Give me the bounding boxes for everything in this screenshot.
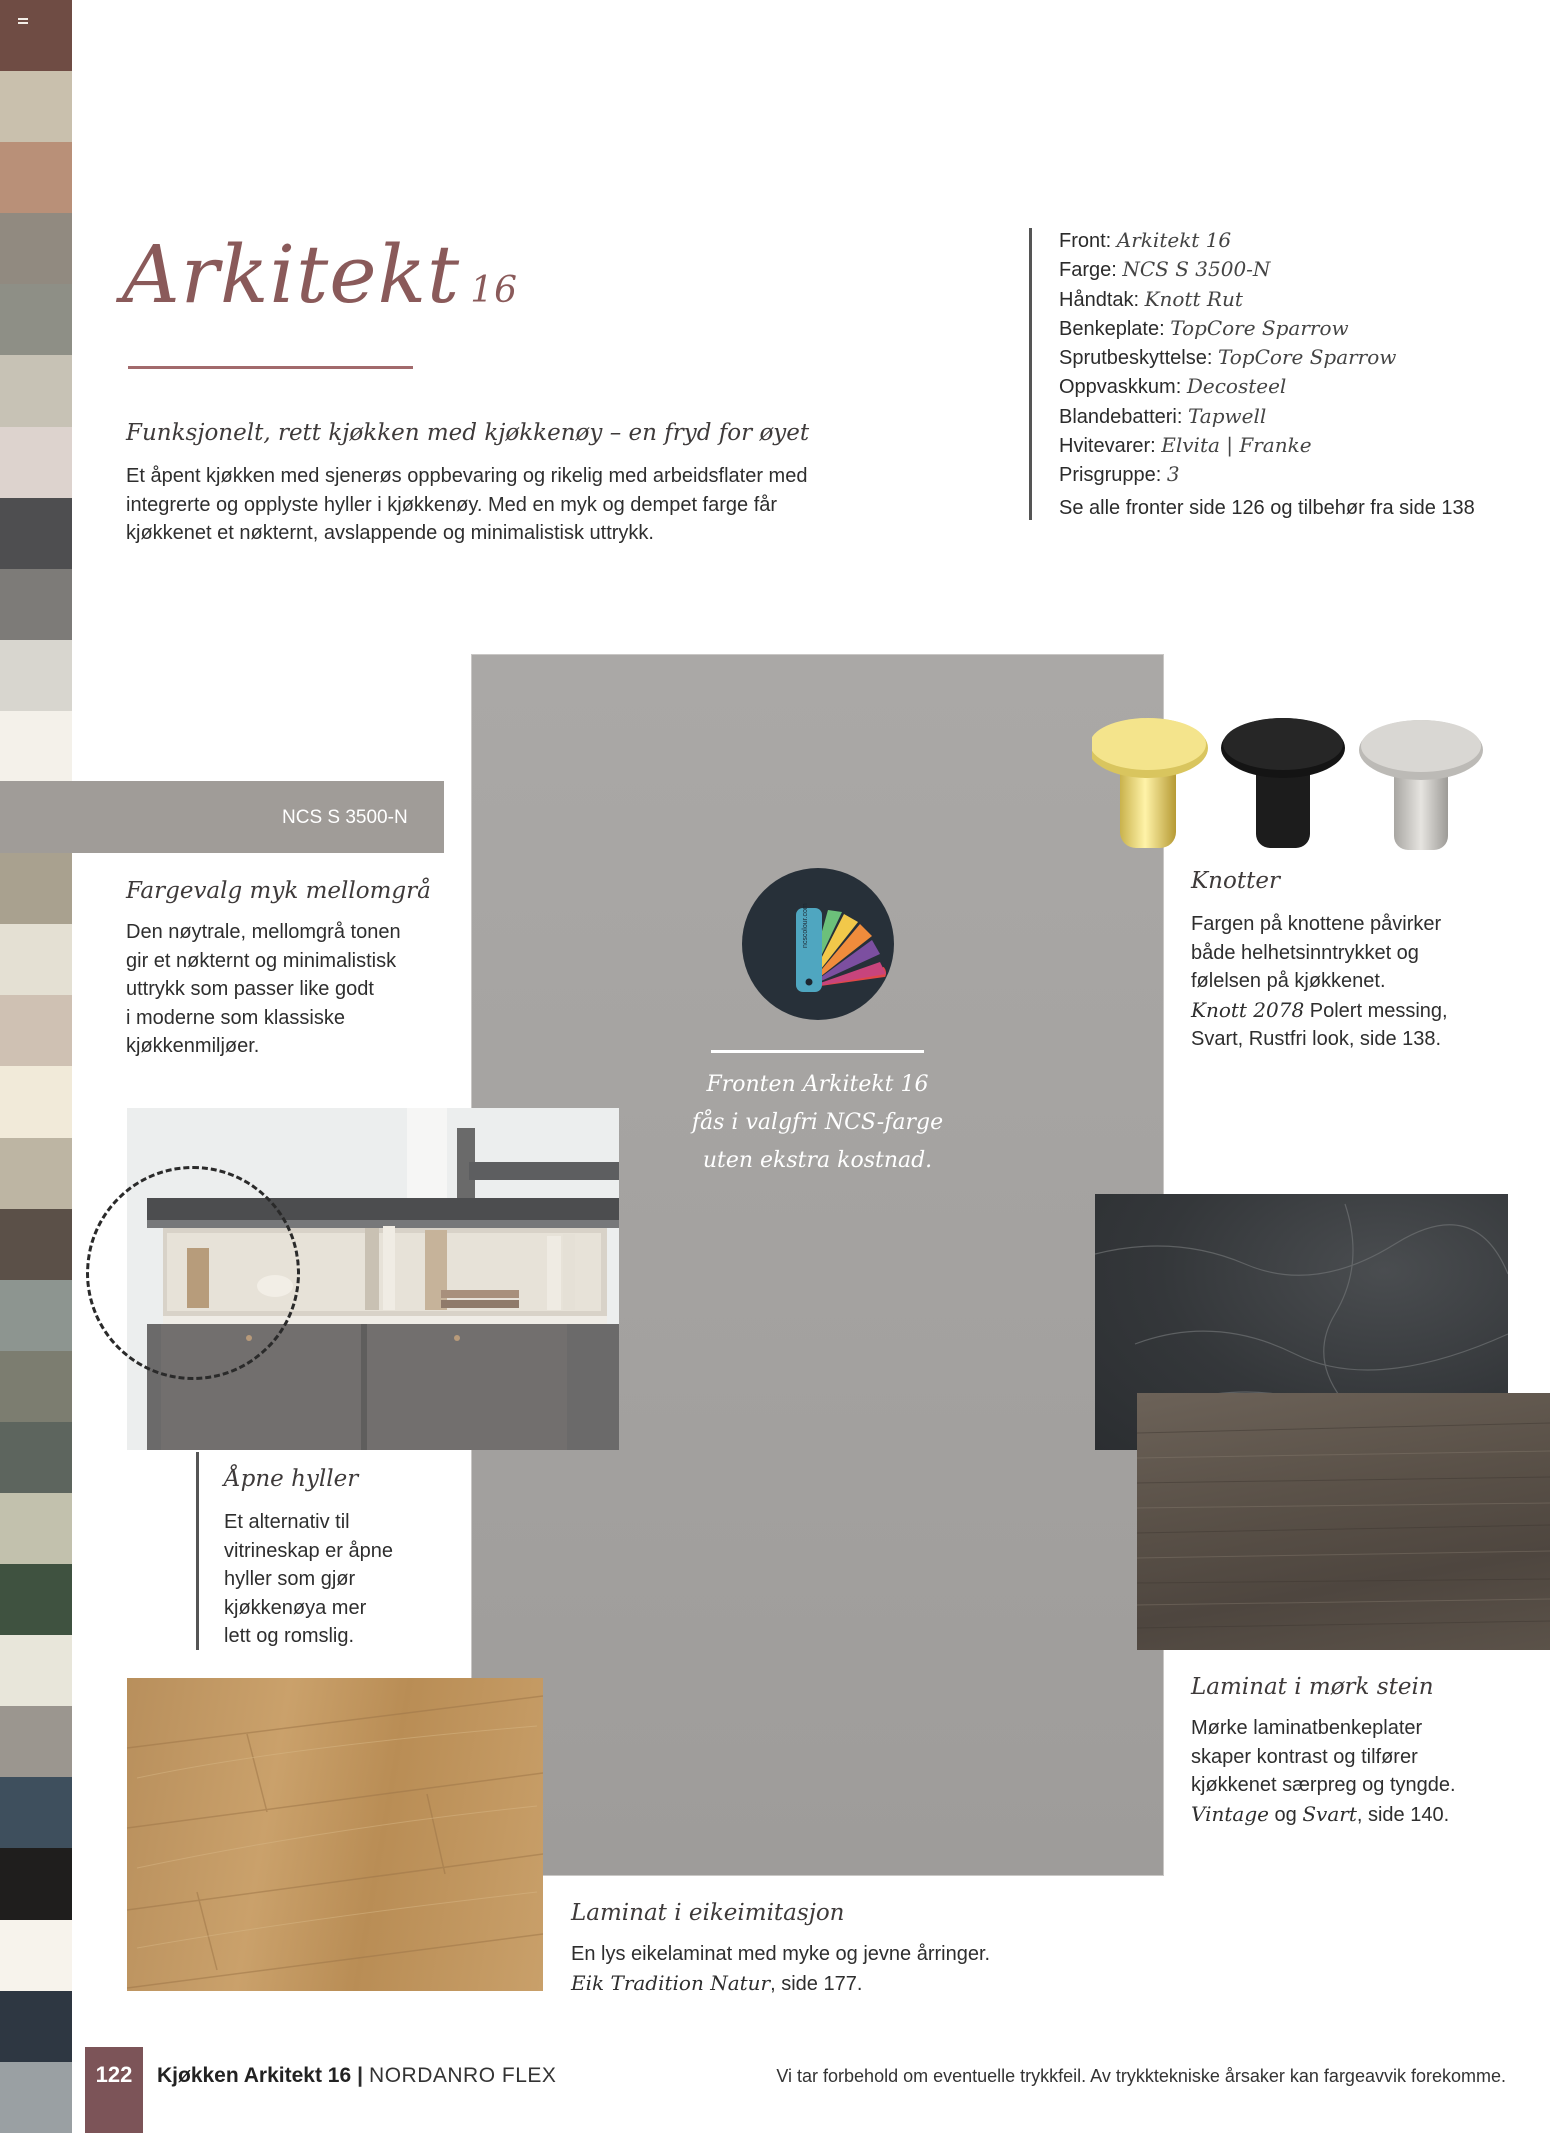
color-swatch [0, 71, 72, 142]
color-swatch [0, 1777, 72, 1848]
spec-row: Prisgruppe: 3 [1059, 462, 1180, 487]
open-shelves-divider [196, 1452, 199, 1650]
spec-list [1059, 226, 1396, 490]
open-shelves-body: Et alternativ til vitrineskap er åpne hyller som gjør kjøkkenøya mer lett og romslig. [224, 1511, 393, 1647]
color-swatch [0, 427, 72, 498]
stone-laminate-body: Mørke laminatbenkeplater skaper kontrast og tilfører kjøkkenet særpreg og tyngde. Vintage og Svart, side 140. [1191, 1717, 1456, 1826]
ncs-logo-text: ncscolour.com [802, 903, 809, 948]
panel-caption: Fronten Arkitekt 16 fås i valgfri NCS-farge uten ekstra kostnad. [691, 1072, 944, 1173]
color-swatch [0, 1706, 72, 1777]
spec-row: Oppvaskkum: Decosteel [1059, 374, 1287, 399]
oak-laminate-heading: Laminat i eikeimitasjon [571, 1900, 845, 1926]
color-swatch [0, 355, 72, 426]
spec-see-more: Se alle fronter side 126 og tilbehør fra side 138 [1059, 497, 1475, 519]
open-shelves-heading: Åpne hyller [224, 1466, 359, 1492]
color-swatch [0, 1351, 72, 1422]
knobs-heading: Knotter [1191, 868, 1280, 894]
color-swatch [0, 1209, 72, 1280]
brass-knob [1092, 718, 1208, 848]
stone-laminate-heading: Laminat i mørk stein [1191, 1674, 1434, 1700]
page-number-box [85, 2047, 143, 2133]
color-swatch [0, 213, 72, 284]
color-swatch [0, 1066, 72, 1137]
page-number: 122 [95, 2062, 133, 2087]
spec-row: Front: Arkitekt 16 [1059, 228, 1232, 252]
knobs-body: Fargen på knottene påvirker både helhetsinntrykket og følelsen på kjøkkenet. Knott 2078 Polert messing, Svart, Rustfri look, side 138. [1191, 913, 1448, 1050]
black-knob [1221, 718, 1345, 848]
highlight-dashed-circle [86, 1166, 300, 1380]
color-swatch [0, 142, 72, 213]
footer-title: Kjøkken Arkitekt 16 | NORDANRO FLEX [157, 2064, 557, 2087]
color-swatch [0, 995, 72, 1066]
color-swatch [0, 498, 72, 569]
ncs-color-label: NCS S 3500-N [282, 807, 408, 828]
intro-heading: Funksjonelt, rett kjøkken med kjøkkenøy – en fryd for øyet [126, 420, 810, 446]
title-main: Arkitekt [122, 228, 461, 321]
color-swatch [0, 640, 72, 711]
color-swatch [0, 1280, 72, 1351]
color-swatch [0, 284, 72, 355]
oak-laminate-photo [127, 1678, 543, 1991]
title-divider [128, 366, 413, 369]
color-choice-body: Den nøytrale, mellomgrå tonen gir et nøkternt og minimalistisk uttrykk som passer like godt i moderne som klassiske kjøkkenmiljøer. [126, 921, 401, 1057]
color-swatch [0, 1991, 72, 2062]
color-swatch [0, 0, 72, 71]
color-swatch [0, 924, 72, 995]
color-swatch [0, 1422, 72, 1493]
page-title [122, 228, 518, 321]
color-choice-heading: Fargevalg myk mellomgrå [126, 878, 431, 904]
steel-knob [1359, 720, 1483, 850]
oak-laminate-body: En lys eikelaminat med myke og jevne årringer. Eik Tradition Natur, side 177. [571, 1943, 991, 1995]
panel-divider [711, 1050, 924, 1053]
ncs-fan-logo [742, 868, 894, 1020]
color-swatch [0, 1848, 72, 1919]
spec-row: Sprutbeskyttelse: TopCore Sparrow [1059, 345, 1397, 370]
color-swatch [0, 1493, 72, 1564]
dark-wood-laminate-sample [1137, 1393, 1550, 1650]
color-swatch [0, 1920, 72, 1991]
knob-samples [1092, 714, 1512, 859]
color-swatch [0, 1564, 72, 1635]
spec-row: Håndtak: Knott Rut [1059, 286, 1243, 311]
spec-divider [1029, 228, 1032, 520]
color-swatch [0, 569, 72, 640]
spec-row: Farge: NCS S 3500-N [1059, 257, 1271, 282]
color-swatch [0, 853, 72, 924]
color-swatch [0, 2062, 72, 2133]
menu-icon[interactable] [18, 18, 28, 26]
color-swatch [0, 1635, 72, 1706]
spec-row: Hvitevarer: Elvita | Franke [1059, 433, 1312, 458]
intro-body: Et åpent kjøkken med sjenerøs oppbevaring og rikelig med arbeidsflater med integrerte og opplyste hyller i kjøkkenøy. Med en myk og dempet farge får kjøkkenet et nøkternt, avslappende og minimalistisk uttrykk. [126, 465, 808, 544]
spec-row: Benkeplate: TopCore Sparrow [1059, 315, 1349, 340]
color-swatch [0, 711, 72, 782]
color-swatch-strip [0, 0, 72, 2133]
footer-disclaimer: Vi tar forbehold om eventuelle trykkfeil. Av trykktekniske årsaker kan fargeavvik forekomme. [776, 2066, 1506, 2086]
color-swatch [0, 1138, 72, 1209]
title-number: 16 [470, 270, 519, 311]
spec-row: Blandebatteri: Tapwell [1059, 403, 1267, 428]
